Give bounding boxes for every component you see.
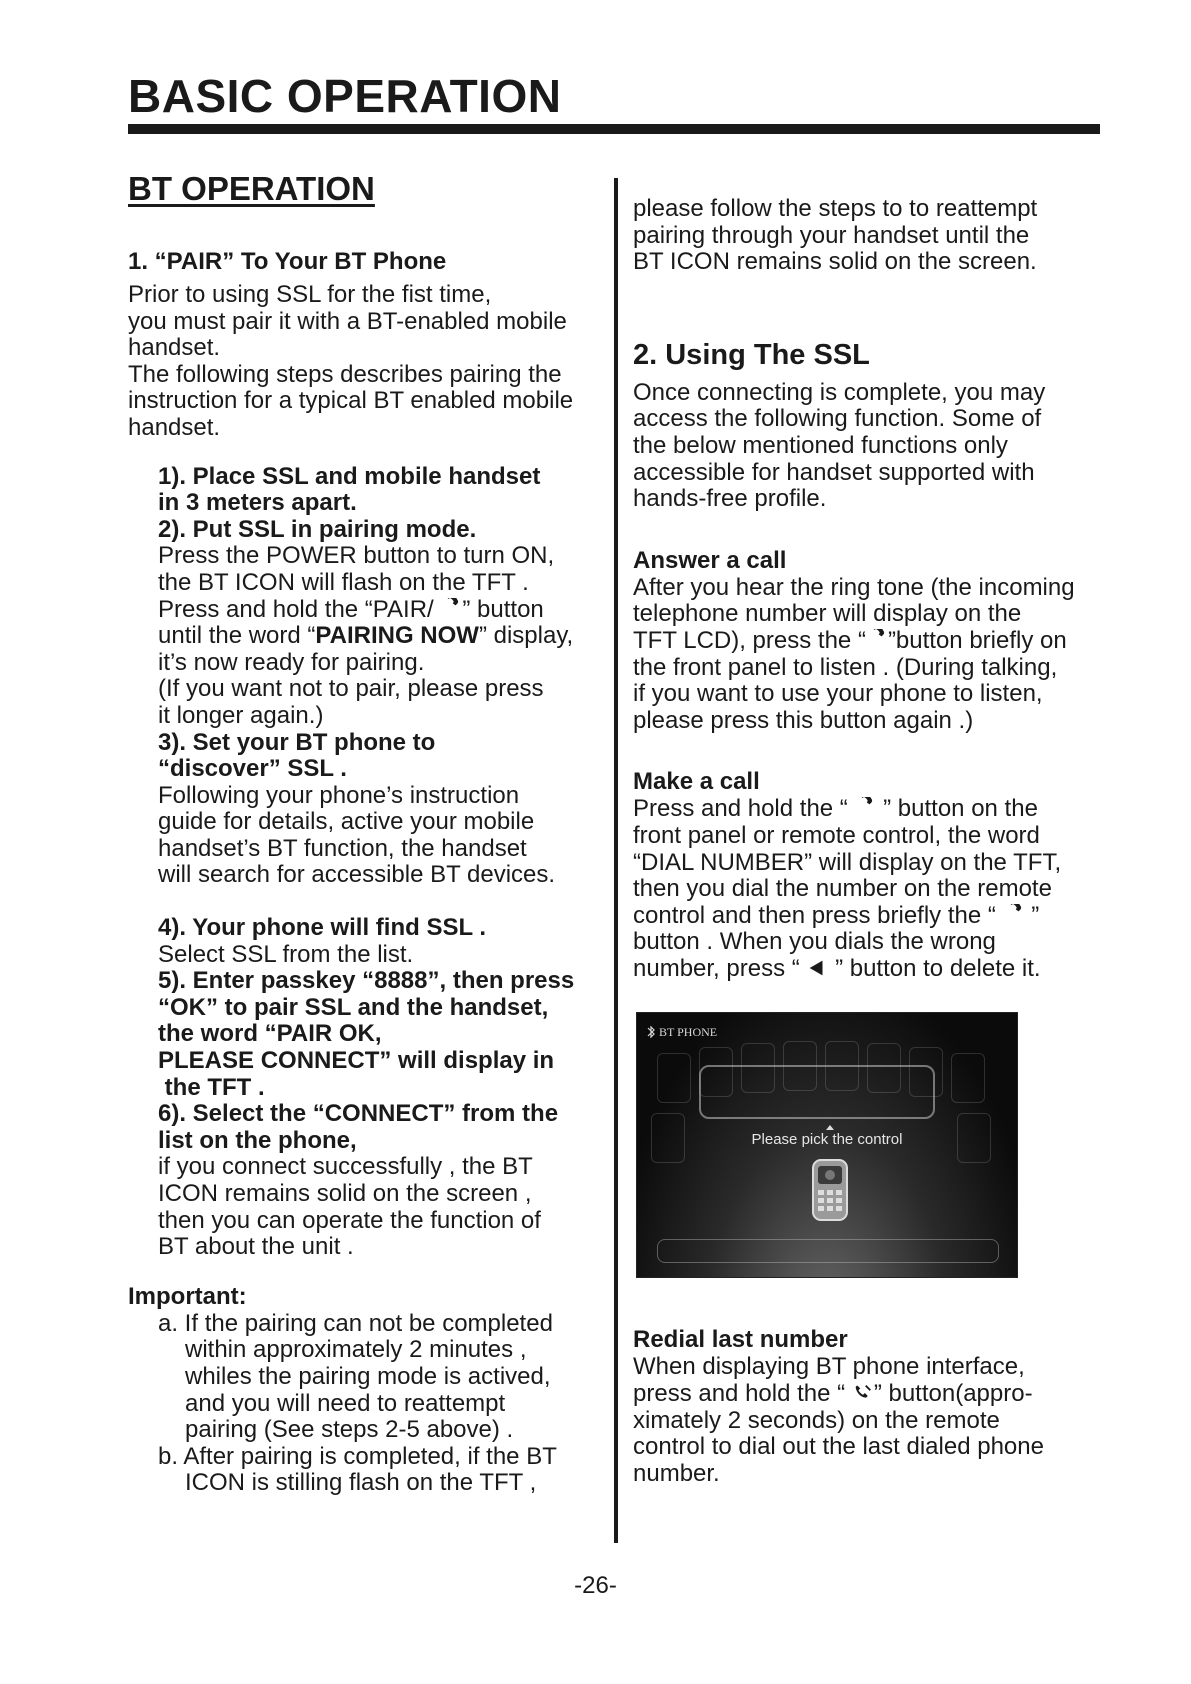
- step-2-title: 2). Put SSL in pairing mode.: [158, 515, 477, 543]
- text-part: number, press “: [633, 954, 807, 982]
- keypad-tile: [951, 1053, 985, 1103]
- spacer: [158, 889, 608, 915]
- make-line: button . When you dials the wrong: [633, 928, 996, 956]
- phone-call-icon: [440, 598, 462, 620]
- pair-intro: [128, 282, 608, 442]
- column-divider: [614, 178, 618, 1543]
- number-display-box: [699, 1065, 935, 1119]
- note-a-line: a. If the pairing can not be completed: [158, 1309, 553, 1337]
- answer-line: if you want to use your phone to listen,: [633, 680, 1043, 708]
- step-5-title: “OK” to pair SSL and the handset,: [158, 993, 549, 1021]
- step-5-title: 5). Enter passkey “8888”, then press: [158, 967, 575, 995]
- step-5-title: PLEASE CONNECT” will display in: [158, 1047, 555, 1075]
- redial-line: When displaying BT phone interface,: [633, 1353, 1025, 1381]
- step-3-line: Following your phone’s instruction: [158, 781, 520, 809]
- step-6-line: BT about the unit .: [158, 1233, 354, 1261]
- phone-call-icon: [866, 629, 888, 651]
- step-2-line: (If you want not to pair, please press: [158, 675, 544, 703]
- phone-call-icon: [1003, 904, 1025, 926]
- screen-input-bar: [657, 1239, 999, 1263]
- pair-heading: 1. “PAIR” To Your BT Phone: [128, 248, 447, 275]
- title-rule: [128, 124, 1100, 134]
- using-ssl-heading: 2. Using The SSL: [633, 338, 870, 371]
- step-2-line: it’s now ready for pairing.: [158, 648, 425, 676]
- answer-line: After you hear the ring tone (the incoming: [633, 573, 1075, 601]
- note-a-line: within approximately 2 minutes ,: [185, 1336, 527, 1364]
- continued-text: [633, 196, 1123, 276]
- redial-line: number.: [633, 1459, 720, 1487]
- bt-phone-screen: [636, 1012, 1018, 1278]
- note-b-line: ICON is stilling flash on the TFT ,: [185, 1469, 537, 1497]
- intro-line: handset.: [128, 334, 221, 362]
- keypad-tile: [657, 1053, 691, 1103]
- important-heading: Important:: [128, 1282, 247, 1310]
- step-6-line: then you can operate the function of: [158, 1206, 541, 1234]
- make-call-heading: Make a call: [633, 768, 760, 796]
- step-2-hold-line: [158, 597, 608, 624]
- intro-line: Prior to using SSL for the fist time,: [128, 281, 492, 308]
- continued-line: pairing through your handset until the: [633, 221, 1030, 249]
- using-line: hands-free profile.: [633, 485, 827, 513]
- step-3-line: will search for accessible BT devices.: [158, 861, 556, 889]
- step-1-title: 1). Place SSL and mobile handset: [158, 462, 541, 490]
- text-part: ” button on the: [876, 795, 1038, 823]
- text-part: ” display,: [478, 622, 574, 650]
- step-3-line: handset’s BT function, the handset: [158, 834, 527, 862]
- answer-line: the front panel to listen . (During talking,: [633, 653, 1058, 681]
- step-4-title: 4). Your phone will find SSL .: [158, 914, 487, 942]
- using-ssl-text: [633, 380, 1123, 513]
- step-4-line: Select SSL from the list.: [158, 940, 414, 968]
- step-2-line: it longer again.): [158, 701, 324, 729]
- answer-line: telephone number will display on the: [633, 600, 1022, 628]
- step-3-title: “discover” SSL .: [158, 755, 347, 783]
- redial-heading: Redial last number: [633, 1326, 848, 1354]
- text-part: press and hold the “: [633, 1380, 852, 1408]
- using-line: the below mentioned functions only: [633, 431, 1008, 459]
- note-a-line: pairing (See steps 2-5 above) .: [185, 1416, 514, 1444]
- text-part: ” button to delete it.: [828, 954, 1041, 982]
- step-3-line: guide for details, active your mobile: [158, 808, 535, 836]
- intro-line: you must pair it with a BT-enabled mobile: [128, 307, 567, 335]
- page-number: -26-: [574, 1572, 617, 1599]
- step-2-line: the BT ICON will flash on the TFT .: [158, 568, 529, 596]
- step-5-title: the TFT .: [158, 1073, 265, 1101]
- text-part: control and then press briefly the “: [633, 901, 1003, 929]
- phone-call-icon: [854, 797, 876, 819]
- screen-prompt: Please pick the control: [751, 1131, 903, 1149]
- important-notes: [128, 1311, 608, 1497]
- pairing-steps: [128, 464, 608, 1261]
- note-a-line: and you will need to reattempt: [185, 1389, 506, 1417]
- redial-line: ximately 2 seconds) on the remote: [633, 1406, 1000, 1434]
- intro-line: The following steps describes pairing the: [128, 360, 562, 388]
- page-title: BASIC OPERATION: [128, 70, 562, 122]
- redial-line: [633, 1381, 1123, 1408]
- answer-call-text: [633, 575, 1123, 735]
- step-2-until-line: [158, 623, 608, 650]
- step-2-line: Press the POWER button to turn ON,: [158, 542, 555, 570]
- note-b-line: b. After pairing is completed, if the BT: [158, 1442, 557, 1470]
- text-part: until the word “: [158, 622, 316, 650]
- answer-line: please press this button again .): [633, 706, 974, 734]
- redial-line: control to dial out the last dialed phone: [633, 1433, 1044, 1461]
- section-title: BT OPERATION: [128, 170, 375, 207]
- redial-text: [633, 1354, 1123, 1487]
- step-6-title: list on the phone,: [158, 1126, 357, 1154]
- redial-icon: [852, 1382, 874, 1404]
- left-column: [128, 168, 608, 1497]
- continued-line: BT ICON remains solid on the screen.: [633, 248, 1037, 276]
- note-a-line: whiles the pairing mode is actived,: [185, 1362, 551, 1390]
- make-line: [633, 903, 1123, 930]
- back-delete-icon: [806, 957, 828, 979]
- step-6-line: if you connect successfully , the BT: [158, 1153, 533, 1181]
- make-call-text: [633, 796, 1123, 982]
- bluetooth-icon: [645, 1025, 657, 1039]
- text-part: ” button: [462, 595, 544, 623]
- answer-call-heading: Answer a call: [633, 546, 787, 574]
- text-part: ” button(appro-: [873, 1380, 1033, 1408]
- text-part: ”button briefly on: [887, 626, 1067, 654]
- intro-line: handset.: [128, 413, 221, 441]
- pairing-now-label: PAIRING NOW: [315, 622, 479, 650]
- caret-up-icon: [826, 1125, 834, 1130]
- text-part: Press and hold the “PAIR/: [158, 595, 441, 623]
- text-part: ”: [1024, 901, 1040, 929]
- step-6-line: ICON remains solid on the screen ,: [158, 1180, 532, 1207]
- make-line: then you dial the number on the remote: [633, 875, 1052, 903]
- using-line: accessible for handset supported with: [633, 458, 1035, 486]
- step-1-title: in 3 meters apart.: [158, 489, 357, 517]
- text-part: Press and hold the “: [633, 795, 855, 823]
- make-line: [633, 956, 1123, 983]
- step-5-title: the word “PAIR OK,: [158, 1020, 382, 1048]
- text-part: TFT LCD), press the “: [633, 626, 866, 654]
- mobile-phone-icon: [809, 1158, 851, 1222]
- step-3-title: 3). Set your BT phone to: [158, 728, 436, 756]
- make-line: front panel or remote control, the word: [633, 821, 1040, 849]
- make-line: [633, 796, 1123, 823]
- using-line: Once connecting is complete, you may: [633, 378, 1046, 406]
- make-line: “DIAL NUMBER” will display on the TFT,: [633, 848, 1062, 876]
- continued-line: please follow the steps to to reattempt: [633, 195, 1038, 222]
- step-6-title: 6). Select the “CONNECT” from the: [158, 1100, 559, 1128]
- using-line: access the following function. Some of: [633, 405, 1042, 433]
- intro-line: instruction for a typical BT enabled mobile: [128, 387, 574, 415]
- right-column: [633, 196, 1123, 1487]
- screen-title: BT PHONE: [659, 1025, 718, 1040]
- answer-line: [633, 628, 1123, 655]
